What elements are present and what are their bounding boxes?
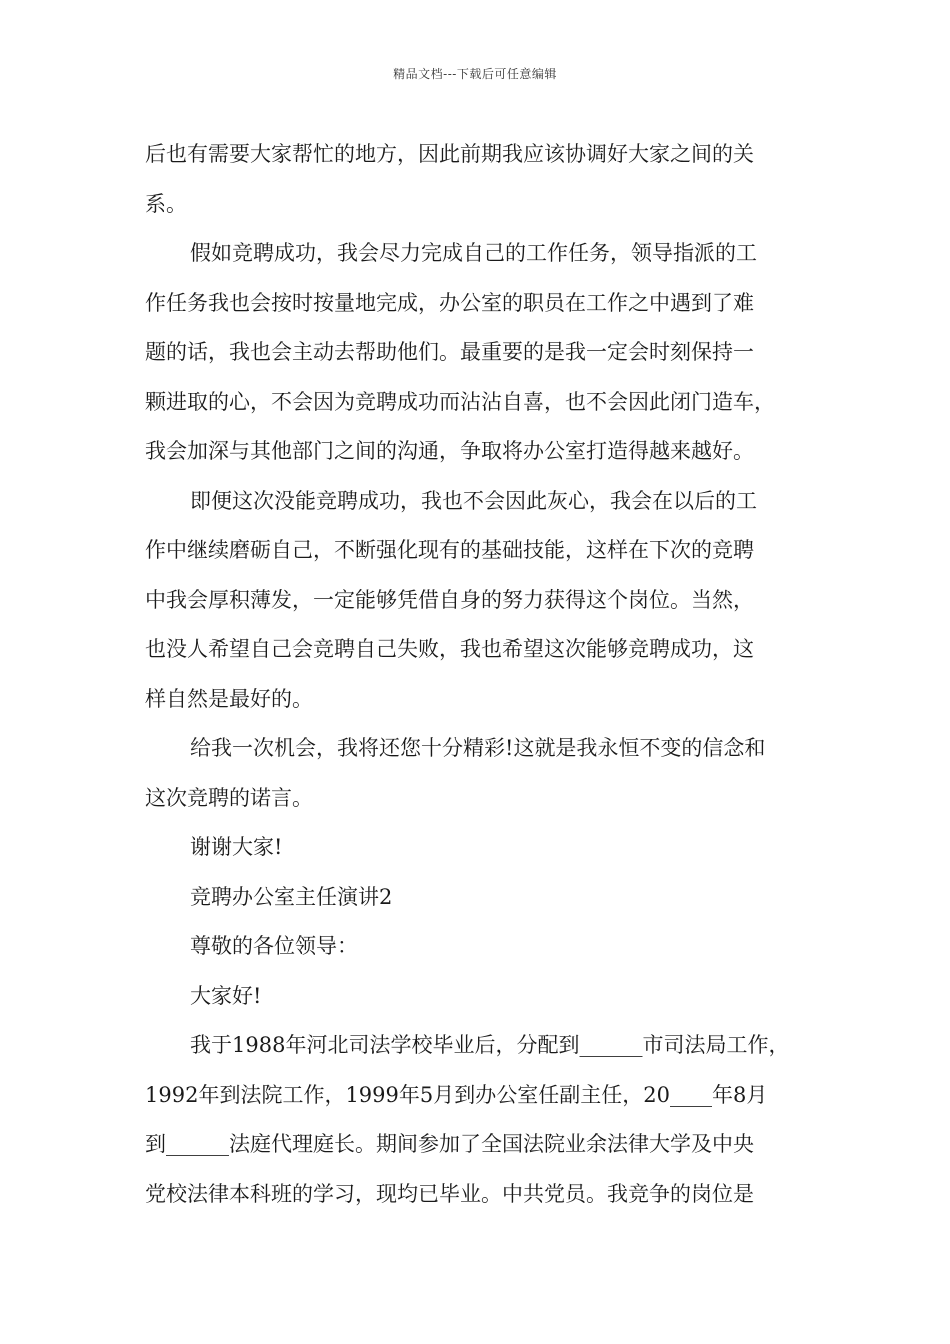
body-line: 颗进取的心，不会因为竞聘成功而沾沾自喜，也不会因此闭门造车， <box>145 389 775 414</box>
closing-thanks: 谢谢大家! <box>190 835 283 859</box>
body-line: 我会加深与其他部门之间的沟通，争取将办公室打造得越来越好。 <box>145 439 754 463</box>
section-title: 竞聘办公室主任演讲2 <box>190 884 393 909</box>
body-line: 党校法律本科班的学习，现均已毕业。中共党员。我竞争的岗位是 <box>145 1181 754 1206</box>
body-line: 也没人希望自己会竞聘自己失败，我也希望这次能够竞聘成功，这 <box>145 637 754 661</box>
body-line: 系。 <box>145 191 187 216</box>
body-line: 题的话，我也会主动去帮助他们。最重要的是我一定会时刻保持一 <box>145 340 754 364</box>
body-line: 作中继续磨砺自己，不断强化现有的基础技能，这样在下次的竞聘 <box>145 538 754 562</box>
document-body <box>145 130 810 1219</box>
paragraph-start-line: 我于1988年河北司法学校毕业后，分配到______市司法局工作， <box>190 1033 790 1057</box>
paragraph-start-line: 即便这次没能竞聘成功，我也不会因此灰心，我会在以后的工 <box>190 488 757 513</box>
body-line: 中我会厚积薄发，一定能够凭借自身的努力获得这个岗位。当然， <box>145 587 754 612</box>
salutation: 尊敬的各位领导： <box>190 934 358 958</box>
body-line: 样自然是最好的。 <box>145 686 313 711</box>
body-line: 1992年到法院工作，1999年5月到办公室任副主任，20____年8月 <box>145 1082 768 1107</box>
body-line: 到______法庭代理庭长。期间参加了全国法院业余法律大学及中央 <box>145 1132 754 1156</box>
paragraph-start-line: 假如竞聘成功，我会尽力完成自己的工作任务，领导指派的工 <box>190 241 757 265</box>
body-line: 这次竞聘的诺言。 <box>145 785 313 810</box>
body-line: 作任务我也会按时按量地完成，办公室的职员在工作之中遇到了难 <box>145 290 754 315</box>
body-line: 后也有需要大家帮忙的地方，因此前期我应该协调好大家之间的关 <box>145 142 754 166</box>
greeting: 大家好! <box>190 983 262 1008</box>
page-header: 精品文档---下载后可任意编辑 <box>393 67 557 81</box>
paragraph-start-line: 给我一次机会，我将还您十分精彩!这就是我永恒不变的信念和 <box>190 736 766 760</box>
